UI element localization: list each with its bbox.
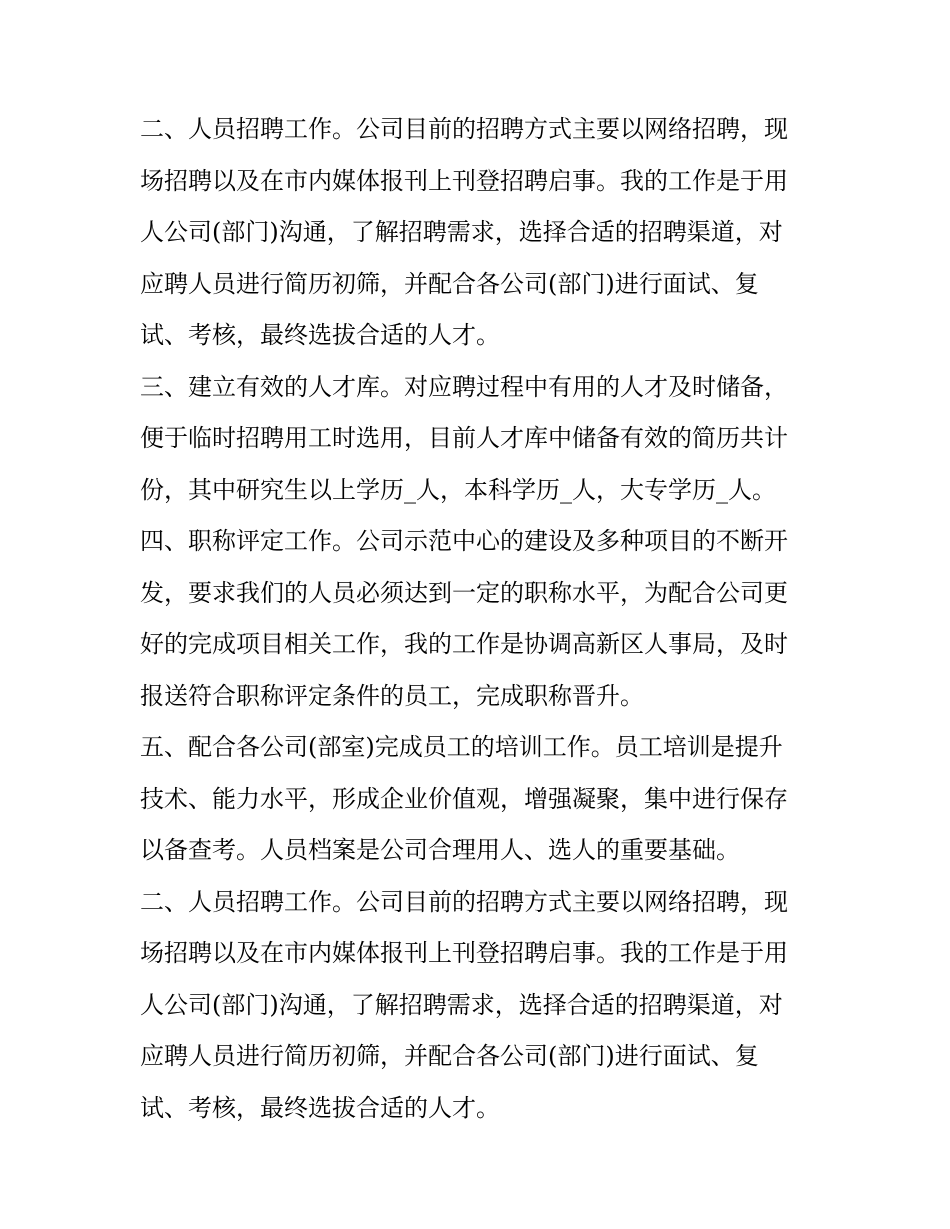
text-line-3: 人公司(部门)沟通，了解招聘需求，选择合适的招聘渠道，对: [140, 218, 783, 246]
text-line-5: 试、考核，最终选拔合适的人才。: [140, 321, 500, 349]
text-line-20: 试、考核，最终选拔合适的人才。: [140, 1093, 500, 1122]
text-line-7: 便于临时招聘用工时选用，目前人才库中储备有效的简历共计: [140, 424, 788, 452]
text-line-15: 以备查考。人员档案是公司合理用人、选人的重要基础。: [140, 836, 740, 864]
text-line-19: 应聘人员进行简历初筛，并配合各公司(部门)进行面试、复: [140, 1042, 759, 1070]
text-line-9: 四、职称评定工作。公司示范中心的建设及多种项目的不断开: [140, 527, 788, 555]
text-line-17: 场招聘以及在市内媒体报刊上刊登招聘启事。我的工作是于用: [140, 939, 788, 967]
text-line-12: 报送符合职称评定条件的员工，完成职称晋升。: [140, 681, 644, 710]
document-body: [140, 104, 820, 1134]
text-line-1: 二、人员招聘工作。公司目前的招聘方式主要以网络招聘，现: [140, 115, 788, 143]
text-line-16: 二、人员招聘工作。公司目前的招聘方式主要以网络招聘，现: [140, 887, 788, 916]
text-line-10: 发，要求我们的人员必须达到一定的职称水平，为配合公司更: [140, 578, 788, 607]
text-line-14: 技术、能力水平，形成企业价值观，增强凝聚，集中进行保存: [140, 784, 788, 813]
text-line-11: 好的完成项目相关工作，我的工作是协调高新区人事局，及时: [140, 630, 788, 658]
text-line-4: 应聘人员进行简历初筛，并配合各公司(部门)进行面试、复: [140, 269, 759, 298]
text-line-13: 五、配合各公司(部室)完成员工的培训工作。员工培训是提升: [140, 733, 783, 761]
text-line-8: 份，其中研究生以上学历_人，本科学历_人，大专学历_人。: [140, 475, 776, 504]
text-line-2: 场招聘以及在市内媒体报刊上刊登招聘启事。我的工作是于用: [140, 166, 788, 195]
text-line-18: 人公司(部门)沟通，了解招聘需求，选择合适的招聘渠道，对: [140, 990, 783, 1019]
text-line-6: 三、建立有效的人才库。对应聘过程中有用的人才及时储备，: [140, 372, 788, 401]
